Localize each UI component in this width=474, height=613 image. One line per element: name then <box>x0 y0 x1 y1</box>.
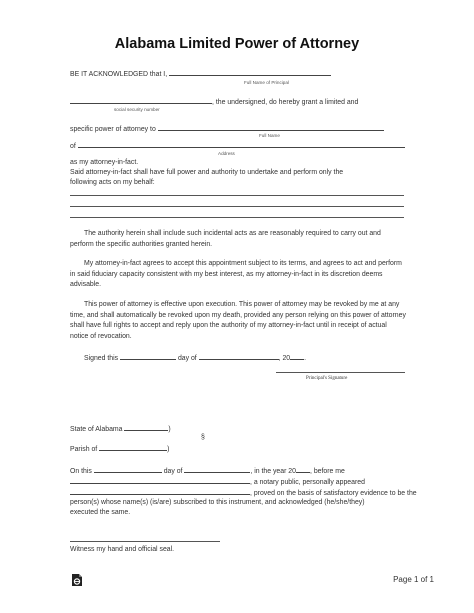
signed-day-of-text: day of <box>177 355 197 362</box>
grant-line <box>70 97 358 106</box>
page-number: Page 1 of 1 <box>393 575 434 584</box>
signed-year-text: , 20 <box>278 355 291 362</box>
on-this-line <box>70 466 345 475</box>
notary-signature-field[interactable] <box>70 541 220 542</box>
on-this-text: On this <box>70 468 92 475</box>
state-line: State of Alabama ) <box>70 426 171 433</box>
notary-public-line <box>70 477 365 486</box>
of-text: of <box>70 143 76 150</box>
signed-end-text: . <box>304 355 307 362</box>
acts-field-3[interactable] <box>70 217 404 218</box>
incidental-acts-paragraph <box>70 229 406 250</box>
notary-day-field[interactable] <box>94 466 162 473</box>
appeared-name-field[interactable] <box>70 488 250 495</box>
effective-paragraph <box>70 300 406 342</box>
agent-name-field[interactable] <box>158 124 384 131</box>
signature-caption: Principal's Signature <box>306 376 348 381</box>
eforms-logo-icon <box>71 573 83 587</box>
acts-field-2[interactable] <box>70 206 404 207</box>
signed-line <box>84 353 306 362</box>
persons-line: person(s) whose name(s) (is/are) subscribed to this instrument, and acknowledged (he/she/they) <box>70 499 365 506</box>
specific-line <box>70 124 384 133</box>
principal-name-field[interactable] <box>169 69 331 76</box>
authority-line: Said attorney-in-fact shall have full power and authority to undertake and perform only the <box>70 169 344 176</box>
executed-line: executed the same. <box>70 509 131 516</box>
notary-year-field[interactable] <box>296 466 310 473</box>
signed-day-field[interactable] <box>120 353 176 360</box>
acts-line: following acts on my behalf: <box>70 179 155 186</box>
grant-text: , the undersigned, do hereby grant a limited and <box>212 99 359 106</box>
parish-field[interactable] <box>99 444 167 451</box>
proved-text: , proved on the basis of satisfactory evidence to be the <box>250 490 417 497</box>
section-symbol: § <box>201 434 205 441</box>
agreement-paragraph <box>70 259 406 291</box>
paragraph-text: The authority herein shall include such incidental acts as are reasonably required to carry out and perform the specific authorities granted herein. <box>70 230 381 248</box>
principal-signature-field[interactable] <box>276 372 405 373</box>
document-title: Alabama Limited Power of Attorney <box>114 36 360 52</box>
address-line <box>70 141 405 150</box>
signed-month-field[interactable] <box>199 353 279 360</box>
state-text: State of Alabama <box>70 426 123 433</box>
notary-name-field[interactable] <box>70 477 250 484</box>
signed-this-text: Signed this <box>84 355 119 362</box>
notary-year-text: , in the year 20 <box>250 468 296 475</box>
parish-text: Parish of <box>70 446 98 453</box>
notary-day-of-text: day of <box>163 468 183 475</box>
proved-line <box>70 488 417 497</box>
attorney-in-fact-line: as my attorney-in-fact. <box>70 159 139 166</box>
agent-address-field[interactable] <box>78 141 405 148</box>
before-me-text: , before me <box>309 468 345 475</box>
state-field[interactable] <box>124 424 168 431</box>
ssn-field[interactable] <box>70 97 212 104</box>
notary-public-text: , a notary public, personally appeared <box>250 479 365 486</box>
acknowledged-line <box>70 69 331 78</box>
signed-year-field[interactable] <box>290 353 307 362</box>
specific-text: specific power of attorney to <box>70 126 156 133</box>
ssn-caption: social security number <box>114 107 160 112</box>
agent-caption: Full Name <box>259 133 280 138</box>
principal-caption: Full Name of Principal <box>244 80 289 85</box>
address-caption: Address <box>218 151 235 156</box>
acts-field-1[interactable] <box>70 195 404 196</box>
witness-line: Witness my hand and official seal. <box>70 546 175 553</box>
notary-month-field[interactable] <box>184 466 250 473</box>
acknowledged-text: BE IT ACKNOWLEDGED that I, <box>70 71 168 78</box>
paragraph-text: My attorney-in-fact agrees to accept this appointment subject to its terms, and agrees to act and perform in said fiduciary capacity consistent with my best interest, as my attorney-in-fact in its discretion deems advisable. <box>70 260 402 288</box>
paragraph-text: This power of attorney is effective upon execution. This power of attorney may be revoked by me at any time, and shall automatically be revoked upon my death, provided any person relying on this power of attorney shall have full rights to accept and reply upon the authority of my attorney-in-fact until in receipt of actual notice of revocation. <box>70 301 406 340</box>
parish-line: Parish of ) <box>70 446 170 453</box>
